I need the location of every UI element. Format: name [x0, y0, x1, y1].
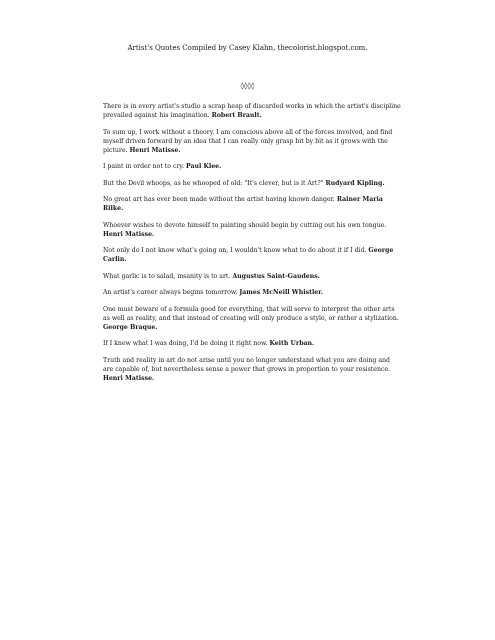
quote-item: [103, 339, 401, 348]
quote-author: Rudyard Kipling.: [325, 179, 385, 187]
quote-text: What garlic is to salad, insanity is to art.: [103, 272, 231, 280]
quote-item: [103, 305, 401, 332]
quote-author: Henri Matisse.: [129, 146, 181, 154]
quote-author: Henri Matisse.: [103, 374, 155, 382]
document-title: Artist's Quotes Compiled by Casey Klahn, thecolorist.blogspot.com.: [127, 44, 368, 52]
quote-item: [103, 221, 401, 239]
quote-text: Not only do I not know what's going on, I wouldn't know what to do about it if I did.: [103, 247, 367, 254]
quote-author: James McNeill Whistler.: [239, 289, 324, 296]
quote-text: No great art has ever been made without the artist having known danger.: [103, 196, 335, 203]
quote-text: One must beware of a formula good for everything, that will serve to interpret the other arts as well as reality, and that instead of creating will only produce a style, or rather a stylization.: [103, 305, 399, 322]
quote-text: Whoever wishes to devote himself to painting should begin by cutting out his own tongue.: [103, 221, 387, 229]
quote-item: [103, 128, 401, 155]
quote-text: I paint in order not to cry.: [103, 163, 185, 170]
quote-author: Henri Matisse.: [103, 230, 155, 238]
quote-author: Rainer Maria Rilke.: [103, 196, 383, 212]
quote-item: [103, 179, 401, 188]
quote-item: [103, 102, 401, 120]
quote-list: [103, 102, 401, 390]
quote-text: An artist's career always begins tomorrow.: [103, 289, 238, 296]
quote-item: [103, 288, 401, 297]
quote-item: [103, 246, 401, 264]
quote-item: [103, 272, 401, 281]
quote-item: [103, 195, 401, 213]
quote-item: [103, 356, 401, 383]
quote-author: Keith Urban.: [269, 340, 315, 347]
quote-author: Augustus Saint-Gaudens.: [232, 272, 320, 280]
quote-author: Paul Klee.: [186, 163, 222, 170]
quote-item: [103, 162, 401, 171]
quote-author: Robert Brault.: [211, 112, 262, 119]
quote-text: To sum up, I work without a theory. I am conscious above all of the forces involved, and find myself driven forward by an idea that I can really only grasp bit by bit as it grows with the picture.: [103, 128, 393, 154]
quote-text: There is in every artist's studio a scrap heap of discarded works in which the artist's discipline prevailed against his imagination.: [103, 103, 401, 119]
separator-ornament: ◊◊◊◊: [240, 82, 255, 90]
quote-author: George Braque.: [103, 323, 158, 331]
quote-author: George Carlin.: [103, 247, 394, 263]
quote-text: Truth and reality in art do not arise until you no longer understand what you are doing and are capable of, but nevertheless sense a power that grows in proportion to your resistence.: [103, 356, 391, 373]
quote-text: But the Devil whoops, as he whooped of old: "It's clever, but is it Art?": [103, 179, 324, 187]
quote-text: If I knew what I was doing, I'd be doing it right now.: [103, 340, 268, 347]
